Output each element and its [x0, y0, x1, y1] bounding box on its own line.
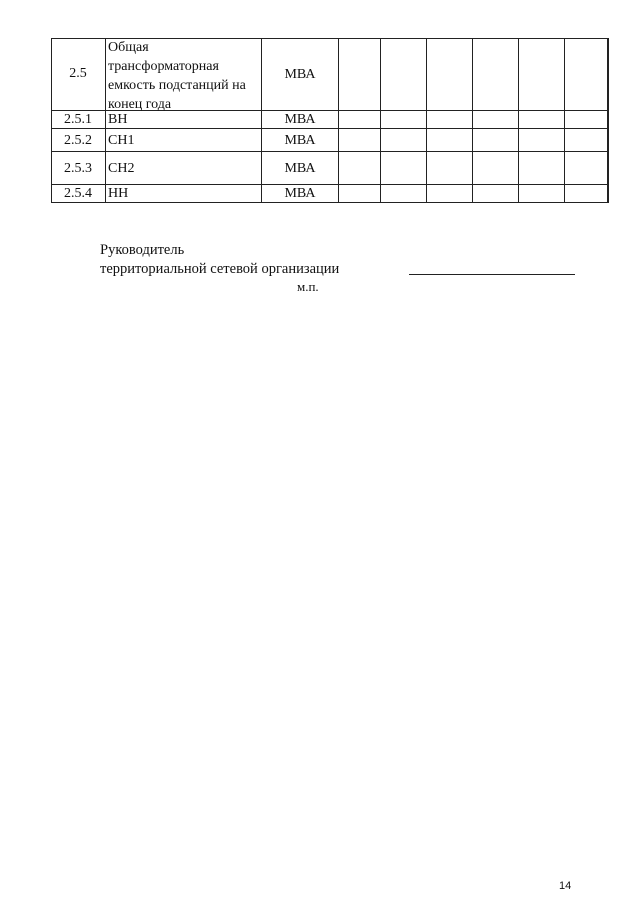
- signature-line: [409, 274, 575, 275]
- row-name: ВН: [108, 112, 128, 127]
- signature-organization: территориальной сетевой организации: [100, 261, 340, 277]
- row-unit: МВА: [284, 186, 316, 201]
- row-unit: МВА: [284, 67, 316, 82]
- table-col-divider: [608, 38, 609, 203]
- table-row-divider: [51, 151, 608, 152]
- row-unit: МВА: [284, 133, 316, 148]
- row-name-line: трансформаторная: [108, 59, 219, 74]
- page-number: 14: [559, 880, 572, 892]
- table-col-divider: [380, 38, 381, 203]
- row-number: 2.5.3: [64, 161, 92, 176]
- row-name-line: емкость подстанций на: [108, 78, 246, 93]
- table-col-divider: [564, 38, 565, 203]
- row-number: 2.5.1: [64, 112, 92, 127]
- row-name: СН2: [108, 161, 135, 176]
- row-name-line: конец года: [108, 97, 172, 112]
- row-number: 2.5.4: [64, 186, 92, 201]
- row-name-line: Общая: [108, 40, 149, 55]
- row-number: 2.5.2: [64, 133, 92, 148]
- table-col-divider: [426, 38, 427, 203]
- stamp-placeholder: м.п.: [297, 279, 319, 294]
- row-number: 2.5: [69, 66, 87, 81]
- row-name: [108, 38, 258, 114]
- table-col-divider: [338, 38, 339, 203]
- table-border-right: [607, 38, 608, 203]
- row-name: СН1: [108, 133, 135, 148]
- row-unit: МВА: [284, 161, 316, 176]
- signature-title: Руководитель: [100, 242, 185, 258]
- data-table: [51, 38, 608, 203]
- table-col-divider: [105, 38, 106, 203]
- table-col-divider: [472, 38, 473, 203]
- row-unit: МВА: [284, 112, 316, 127]
- table-col-divider: [518, 38, 519, 203]
- row-name: НН: [108, 186, 129, 201]
